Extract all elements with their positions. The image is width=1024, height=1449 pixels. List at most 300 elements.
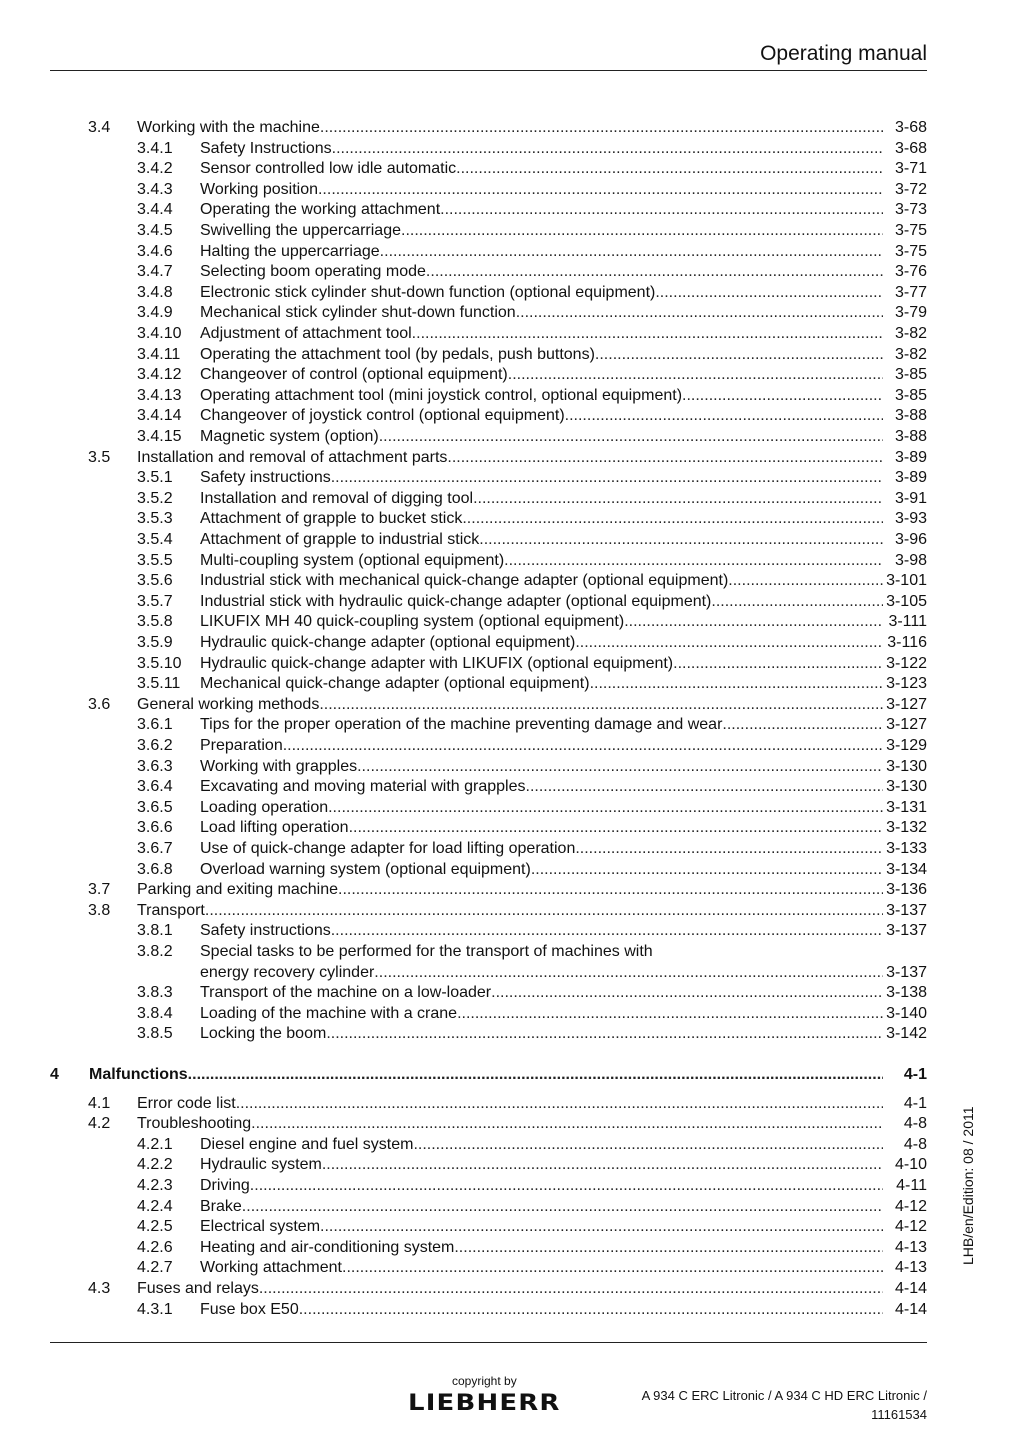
toc-entry-number: 3.5.11 bbox=[137, 675, 181, 693]
toc-entry[interactable] bbox=[0, 1135, 1024, 1155]
toc-entry-label: LIKUFIX MH 40 quick-coupling system (optional equipment) bbox=[200, 613, 625, 631]
toc-entry-title bbox=[200, 736, 883, 756]
toc-entry-title bbox=[200, 674, 883, 694]
toc-entry-page: 3-72 bbox=[894, 180, 927, 198]
toc-entry-label: Changeover of joystick control (optional equipment) bbox=[200, 407, 565, 425]
toc-entry-page: 4-8 bbox=[903, 1115, 927, 1133]
toc-entry-page: 3-133 bbox=[886, 840, 927, 857]
toc-entry[interactable] bbox=[0, 674, 1024, 694]
toc-entry-label: Installation and removal of digging tool bbox=[200, 489, 474, 507]
toc-entry[interactable] bbox=[0, 262, 1024, 282]
toc-leader-dots bbox=[531, 860, 883, 880]
toc-entry[interactable] bbox=[0, 757, 1024, 777]
toc-entry-page: 3-88 bbox=[894, 428, 927, 445]
document-number: 11161534 bbox=[871, 1407, 927, 1422]
toc-entry[interactable] bbox=[0, 880, 1024, 900]
toc-entry[interactable] bbox=[0, 736, 1024, 756]
toc-entry-label: Transport of the machine on a low-loader bbox=[200, 984, 492, 1002]
toc-entry-number: 3.4.15 bbox=[137, 428, 182, 445]
toc-entry-label: Mechanical stick cylinder shut-down function bbox=[200, 304, 516, 322]
toc-entry-page: 3-130 bbox=[886, 757, 927, 775]
toc-entry-number: 3.5.1 bbox=[137, 469, 173, 487]
toc-entry-number: 3.5.3 bbox=[137, 510, 173, 528]
toc-entry-page: 4-14 bbox=[894, 1280, 927, 1297]
toc-entry[interactable] bbox=[0, 1217, 1024, 1237]
toc-entry-number: 3.6.6 bbox=[137, 819, 173, 837]
toc-entry[interactable] bbox=[0, 386, 1024, 406]
toc-entry-label: Operating the working attachment bbox=[200, 201, 441, 219]
toc-entry-label: Tips for the proper operation of the machine preventing damage and wear bbox=[200, 716, 723, 734]
toc-entry-title bbox=[200, 1135, 883, 1155]
toc-entry[interactable] bbox=[0, 406, 1024, 426]
toc-entry[interactable] bbox=[0, 427, 1024, 447]
toc-entry-label: Excavating and moving material with grapples bbox=[200, 778, 526, 796]
toc-entry[interactable] bbox=[0, 777, 1024, 797]
toc-entry-label: Selecting boom operating mode bbox=[200, 263, 426, 281]
toc-entry[interactable] bbox=[0, 1114, 1024, 1134]
toc-leader-dots bbox=[401, 221, 883, 241]
toc-leader-dots bbox=[491, 983, 883, 1003]
toc-entry-number: 3.8.2 bbox=[137, 943, 173, 960]
toc-entry-title bbox=[200, 468, 883, 488]
toc-entry-page: 4-12 bbox=[894, 1197, 927, 1215]
toc-leader-dots bbox=[412, 324, 883, 344]
toc-entry-title bbox=[200, 715, 883, 735]
toc-entry-number: 3.6.1 bbox=[137, 716, 173, 734]
toc-entry-page: 3-127 bbox=[886, 695, 927, 713]
toc-leader-dots bbox=[251, 1114, 883, 1134]
toc-entry-title bbox=[200, 303, 883, 323]
toc-leader-dots bbox=[595, 345, 883, 365]
toc-entry-label: Parking and exiting machine bbox=[137, 881, 339, 899]
liebherr-logo: LIEBHERR bbox=[408, 1391, 561, 1416]
toc-entry[interactable] bbox=[0, 695, 1024, 715]
toc-entry-page: 4-8 bbox=[903, 1135, 927, 1153]
toc-entry-number: 3.4.6 bbox=[137, 242, 173, 260]
toc-leader-dots bbox=[299, 1300, 883, 1320]
toc-entry-page: 3-101 bbox=[886, 572, 927, 590]
toc-leader-dots bbox=[322, 1155, 883, 1175]
toc-entry-page: 3-79 bbox=[894, 304, 927, 322]
toc-entry-page: 3-98 bbox=[894, 551, 927, 569]
toc-entry[interactable] bbox=[0, 942, 1024, 962]
toc-entry-page: 3-68 bbox=[894, 139, 927, 157]
toc-entry[interactable] bbox=[0, 303, 1024, 323]
toc-entry-title bbox=[200, 1258, 883, 1278]
toc-entry-label: Halting the uppercarriage bbox=[200, 242, 380, 260]
toc-leader-dots bbox=[462, 509, 883, 529]
toc-entry-number: 3.4.12 bbox=[137, 366, 182, 384]
toc-entry-title bbox=[137, 1279, 883, 1299]
toc-entry[interactable] bbox=[0, 1065, 1024, 1085]
toc-entry-label: Attachment of grapple to industrial stick bbox=[200, 531, 480, 548]
toc-entry-title bbox=[89, 1065, 883, 1085]
toc-entry-label: Driving bbox=[200, 1177, 250, 1194]
toc-leader-dots bbox=[188, 1065, 883, 1085]
toc-entry-label: Multi-coupling system (optional equipment) bbox=[200, 551, 505, 569]
toc-entry[interactable] bbox=[0, 468, 1024, 488]
toc-entry-number: 3.6.5 bbox=[137, 798, 173, 816]
toc-entry-label: Sensor controlled low idle automatic bbox=[200, 160, 457, 178]
toc-entry-title bbox=[200, 592, 883, 612]
toc-entry-number: 4.3.1 bbox=[137, 1300, 173, 1318]
toc-entry[interactable] bbox=[0, 1024, 1024, 1044]
toc-entry-number: 4.2 bbox=[88, 1115, 111, 1133]
toc-entry-page: 3-75 bbox=[894, 242, 927, 260]
toc-entry[interactable] bbox=[0, 1155, 1024, 1175]
toc-entry-title bbox=[200, 1197, 883, 1217]
toc-leader-dots bbox=[565, 406, 883, 426]
toc-entry-label: Working position bbox=[200, 180, 318, 198]
toc-entry-page: 3-142 bbox=[886, 1025, 927, 1043]
toc-entry-page: 3-85 bbox=[894, 386, 927, 404]
toc-entry-title bbox=[200, 777, 883, 797]
toc-entry-label: Brake bbox=[200, 1197, 242, 1215]
toc-entry-number: 3.5.9 bbox=[137, 634, 173, 651]
toc-entry-label: Changeover of control (optional equipment) bbox=[200, 366, 508, 384]
toc-entry-number: 4.3 bbox=[88, 1280, 111, 1297]
toc-entry-page: 3-82 bbox=[894, 345, 927, 363]
toc-entry-page: 3-105 bbox=[886, 592, 927, 610]
toc-entry[interactable] bbox=[0, 921, 1024, 941]
toc-entry-label: Hydraulic quick-change adapter (optional equipment) bbox=[200, 634, 576, 651]
toc-entry-page: 3-96 bbox=[894, 531, 927, 548]
toc-entry-page: 4-13 bbox=[894, 1259, 927, 1277]
toc-entry-number: 3.8.1 bbox=[137, 922, 173, 940]
toc-leader-dots bbox=[447, 448, 883, 468]
toc-entry[interactable] bbox=[0, 1197, 1024, 1217]
toc-entry[interactable] bbox=[0, 963, 1024, 983]
toc-entry-label: Malfunctions bbox=[89, 1066, 188, 1083]
toc-entry-number: 3.5.8 bbox=[137, 613, 173, 631]
toc-entry-title bbox=[200, 983, 883, 1003]
toc-entry[interactable] bbox=[0, 818, 1024, 838]
toc-entry-title bbox=[200, 200, 883, 220]
toc-leader-dots bbox=[722, 715, 883, 735]
toc-entry-title bbox=[200, 818, 883, 838]
toc-entry-title bbox=[200, 324, 883, 344]
toc-entry-label: Fuses and relays bbox=[137, 1280, 259, 1297]
toc-leader-dots bbox=[711, 592, 883, 612]
toc-entry-number: 4.2.7 bbox=[137, 1259, 173, 1277]
toc-leader-dots bbox=[728, 571, 883, 591]
toc-leader-dots bbox=[454, 1238, 883, 1258]
toc-entry-title bbox=[200, 1024, 883, 1044]
toc-entry-page: 3-132 bbox=[886, 819, 927, 837]
toc-entry-title bbox=[200, 571, 883, 591]
toc-leader-dots bbox=[440, 200, 883, 220]
toc-entry[interactable] bbox=[0, 798, 1024, 818]
toc-entry-number: 4.1 bbox=[88, 1094, 111, 1112]
toc-leader-dots bbox=[655, 283, 883, 303]
toc-entry-title bbox=[200, 427, 883, 447]
toc-entry-label: Safety Instructions bbox=[200, 139, 332, 157]
toc-entry-label: Transport bbox=[137, 901, 205, 919]
toc-entry-title bbox=[200, 242, 883, 262]
toc-entry-label: Working with the machine bbox=[137, 119, 320, 136]
toc-entry-title bbox=[200, 860, 883, 880]
toc-entry-number: 3.8 bbox=[88, 901, 111, 919]
toc-entry-number: 3.4.13 bbox=[137, 386, 182, 404]
copyright-text: copyright by bbox=[452, 1374, 517, 1388]
toc-entry-number: 3.6 bbox=[88, 695, 111, 713]
toc-entry[interactable] bbox=[0, 159, 1024, 179]
toc-leader-dots bbox=[236, 1094, 883, 1114]
toc-leader-dots bbox=[413, 1135, 883, 1155]
toc-entry[interactable] bbox=[0, 1279, 1024, 1299]
toc-entry-number: 3.6.4 bbox=[137, 778, 173, 796]
toc-entry-title bbox=[137, 695, 883, 715]
toc-entry-title bbox=[200, 963, 883, 983]
toc-entry-number: 3.4.2 bbox=[137, 160, 173, 178]
toc-entry-number: 3.4.4 bbox=[137, 201, 173, 219]
toc-entry-page: 4-13 bbox=[894, 1238, 927, 1256]
toc-entry[interactable] bbox=[0, 1300, 1024, 1320]
toc-entry-number: 4.2.4 bbox=[137, 1197, 173, 1215]
toc-leader-dots bbox=[624, 612, 883, 632]
toc-entry-title bbox=[200, 921, 883, 941]
toc-entry-number: 3.8.5 bbox=[137, 1025, 173, 1043]
toc-entry-page: 4-1 bbox=[903, 1094, 927, 1112]
toc-entry-page: 3-137 bbox=[886, 922, 927, 940]
toc-entry-label: Mechanical quick-change adapter (optional equipment) bbox=[200, 675, 590, 693]
toc-entry-label: Loading operation bbox=[200, 798, 329, 816]
toc-entry-page: 3-131 bbox=[886, 798, 927, 816]
toc-entry-page: 4-14 bbox=[894, 1300, 927, 1318]
toc-entry-title bbox=[200, 1217, 883, 1237]
toc-entry-number: 3.6.8 bbox=[137, 860, 173, 878]
toc-entry-label: Hydraulic system bbox=[200, 1156, 322, 1174]
toc-entry-label: Special tasks to be performed for the transport of machines with bbox=[200, 943, 653, 960]
toc-entry-page: 3-75 bbox=[894, 222, 927, 239]
toc-entry-label: Use of quick-change adapter for load lifting operation bbox=[200, 840, 576, 857]
toc-entry-number: 4.2.6 bbox=[137, 1238, 173, 1256]
toc-entry-label: Working attachment bbox=[200, 1259, 342, 1277]
toc-entry-number: 3.4.11 bbox=[137, 345, 181, 363]
toc-entry-page: 3-116 bbox=[887, 634, 927, 651]
toc-entry-title bbox=[200, 406, 883, 426]
toc-leader-dots bbox=[283, 736, 883, 756]
toc-entry-title bbox=[137, 1094, 883, 1114]
toc-entry[interactable] bbox=[0, 983, 1024, 1003]
toc-entry[interactable] bbox=[0, 489, 1024, 509]
toc-entry-label: Attachment of grapple to bucket stick bbox=[200, 510, 463, 528]
toc-leader-dots bbox=[526, 777, 884, 797]
toc-leader-dots bbox=[259, 1279, 883, 1299]
toc-entry-title bbox=[200, 386, 883, 406]
toc-leader-dots bbox=[456, 159, 883, 179]
toc-entry-label: Safety instructions bbox=[200, 469, 331, 487]
toc-leader-dots bbox=[320, 1217, 883, 1237]
toc-entry-number: 4.2.2 bbox=[137, 1156, 173, 1174]
toc-entry-number: 3.4.14 bbox=[137, 407, 182, 425]
toc-entry-number: 4.2.3 bbox=[137, 1177, 173, 1194]
toc-entry-title bbox=[137, 448, 883, 468]
toc-entry-label: Locking the boom bbox=[200, 1025, 327, 1043]
toc-entry[interactable] bbox=[0, 1176, 1024, 1196]
toc-entry-label: Diesel engine and fuel system bbox=[200, 1135, 414, 1153]
toc-entry-number: 3.4.8 bbox=[137, 283, 173, 301]
toc-entry-label: Industrial stick with mechanical quick-change adapter (optional equipment) bbox=[200, 572, 729, 590]
toc-entry-label: Industrial stick with hydraulic quick-change adapter (optional equipment) bbox=[200, 592, 712, 610]
toc-entry-page: 4-11 bbox=[896, 1177, 927, 1194]
toc-entry-number: 3.4.10 bbox=[137, 325, 182, 342]
toc-leader-dots bbox=[426, 262, 883, 282]
toc-entry-page: 4-1 bbox=[903, 1066, 927, 1083]
toc-entry-number: 3.4.7 bbox=[137, 263, 173, 281]
toc-entry-title bbox=[200, 612, 883, 632]
toc-entry-number: 3.4.9 bbox=[137, 304, 173, 322]
toc-entry-number: 3.5.6 bbox=[137, 572, 173, 590]
toc-entry[interactable] bbox=[0, 200, 1024, 220]
toc-entry-number: 3.8.3 bbox=[137, 984, 173, 1002]
toc-entry-title bbox=[137, 880, 883, 900]
toc-entry-label: Error code list bbox=[137, 1094, 236, 1112]
toc-leader-dots bbox=[328, 798, 883, 818]
toc-entry[interactable] bbox=[0, 365, 1024, 385]
toc-entry-label: Electronic stick cylinder shut-down function (optional equipment) bbox=[200, 283, 656, 301]
toc-entry-page: 4-12 bbox=[894, 1218, 927, 1236]
toc-entry[interactable] bbox=[0, 715, 1024, 735]
toc-entry-page: 3-73 bbox=[894, 201, 927, 219]
toc-leader-dots bbox=[379, 427, 883, 447]
toc-entry-title bbox=[200, 1155, 883, 1175]
toc-entry-label: Swivelling the uppercarriage bbox=[200, 222, 401, 239]
toc-entry-number: 4.2.5 bbox=[137, 1218, 173, 1236]
toc-entry[interactable] bbox=[0, 1258, 1024, 1278]
toc-entry[interactable] bbox=[0, 551, 1024, 571]
toc-entry[interactable] bbox=[0, 901, 1024, 921]
toc-entry-page: 3-127 bbox=[886, 716, 927, 734]
toc-leader-dots bbox=[250, 1176, 883, 1196]
toc-entry-number: 3.4.1 bbox=[137, 139, 173, 157]
toc-leader-dots bbox=[682, 386, 883, 406]
toc-leader-dots bbox=[479, 530, 883, 550]
toc-entry-page: 3-93 bbox=[894, 510, 927, 528]
toc-entry-page: 3-137 bbox=[886, 963, 927, 981]
toc-entry-title bbox=[200, 1176, 883, 1196]
toc-entry-number: 3.7 bbox=[88, 881, 111, 899]
toc-leader-dots bbox=[320, 118, 883, 138]
toc-entry-number: 3.5 bbox=[88, 448, 111, 466]
footer-divider bbox=[50, 1342, 927, 1343]
toc-entry-title bbox=[200, 798, 883, 818]
toc-entry-title bbox=[200, 1238, 883, 1258]
toc-entry-label: General working methods bbox=[137, 695, 320, 713]
edition-label: LHB/en/Edition: 08 / 2011 bbox=[960, 1106, 976, 1265]
toc-entry-page: 3-89 bbox=[894, 469, 927, 487]
toc-entry-title bbox=[200, 530, 883, 550]
toc-entry-title bbox=[200, 345, 883, 365]
toc-entry-page: 3-82 bbox=[894, 325, 927, 342]
toc-entry[interactable] bbox=[0, 324, 1024, 344]
toc-entry[interactable] bbox=[0, 242, 1024, 262]
toc-entry-page: 3-68 bbox=[894, 119, 927, 136]
toc-entry-title bbox=[200, 180, 883, 200]
toc-leader-dots bbox=[342, 1258, 883, 1278]
toc-entry[interactable] bbox=[0, 530, 1024, 550]
toc-entry-page: 3-122 bbox=[886, 654, 927, 672]
toc-entry-title bbox=[200, 839, 883, 859]
toc-entry-label: Fuse box E50 bbox=[200, 1300, 299, 1318]
toc-entry[interactable] bbox=[0, 612, 1024, 632]
toc-entry-page: 3-136 bbox=[886, 881, 927, 899]
toc-entry-label: Hydraulic quick-change adapter with LIKUFIX (optional equipment) bbox=[200, 654, 674, 672]
toc-leader-dots bbox=[575, 839, 883, 859]
toc-entry[interactable] bbox=[0, 1238, 1024, 1258]
toc-leader-dots bbox=[508, 365, 883, 385]
toc-leader-dots bbox=[673, 654, 883, 674]
toc-entry-title bbox=[200, 489, 883, 509]
toc-entry[interactable] bbox=[0, 633, 1024, 653]
toc-entry-title bbox=[200, 365, 883, 385]
toc-entry-label: Adjustment of attachment tool bbox=[200, 325, 412, 342]
model-text: A 934 C ERC Litronic / A 934 C HD ERC Litronic / bbox=[641, 1388, 927, 1403]
toc-entry[interactable] bbox=[0, 860, 1024, 880]
toc-entry-title bbox=[200, 159, 883, 179]
toc-entry-number: 4.2.1 bbox=[137, 1135, 173, 1153]
toc-entry-label: Installation and removal of attachment parts bbox=[137, 448, 448, 466]
toc-entry[interactable] bbox=[0, 509, 1024, 529]
toc-entry[interactable] bbox=[0, 571, 1024, 591]
toc-entry[interactable] bbox=[0, 345, 1024, 365]
toc-entry[interactable] bbox=[0, 221, 1024, 241]
toc-entry[interactable] bbox=[0, 180, 1024, 200]
toc-entry[interactable] bbox=[0, 1094, 1024, 1114]
toc-entry-number: 3.6.7 bbox=[137, 840, 173, 857]
toc-entry-number: 3.4 bbox=[88, 119, 111, 136]
toc-leader-dots bbox=[516, 303, 883, 323]
toc-entry-label: Heating and air-conditioning system bbox=[200, 1238, 455, 1256]
toc-entry-page: 3-140 bbox=[886, 1004, 927, 1022]
toc-entry[interactable] bbox=[0, 118, 1024, 138]
toc-entry-label: Electrical system bbox=[200, 1218, 321, 1236]
toc-entry[interactable] bbox=[0, 139, 1024, 159]
page-title: Operating manual bbox=[760, 42, 927, 65]
toc-entry-number: 3.4.5 bbox=[137, 222, 173, 239]
toc-entry-label: Preparation bbox=[200, 737, 283, 754]
toc-entry-title bbox=[200, 654, 883, 674]
toc-entry-label: Operating the attachment tool (by pedals, push buttons) bbox=[200, 345, 595, 363]
toc-leader-dots bbox=[473, 489, 883, 509]
toc-entry[interactable] bbox=[0, 283, 1024, 303]
toc-entry[interactable] bbox=[0, 654, 1024, 674]
toc-entry-title bbox=[200, 262, 883, 282]
toc-entry[interactable] bbox=[0, 592, 1024, 612]
toc-entry-number: 3.5.7 bbox=[137, 592, 173, 610]
toc-entry-page: 3-130 bbox=[886, 778, 927, 796]
toc-entry[interactable] bbox=[0, 839, 1024, 859]
toc-entry-title bbox=[200, 757, 883, 777]
toc-entry-label: Operating attachment tool (mini joystick control, optional equipment) bbox=[200, 386, 683, 404]
toc-leader-dots bbox=[242, 1197, 883, 1217]
toc-entry[interactable] bbox=[0, 1004, 1024, 1024]
toc-leader-dots bbox=[205, 901, 883, 921]
toc-entry-page: 3-123 bbox=[886, 675, 927, 693]
toc-entry-number: 3.5.4 bbox=[137, 531, 173, 548]
toc-entry-title bbox=[200, 283, 883, 303]
toc-entry-title bbox=[200, 1300, 883, 1320]
toc-entry-page: 3-71 bbox=[894, 160, 927, 178]
toc-entry-number: 3.6.2 bbox=[137, 737, 173, 754]
toc-entry[interactable] bbox=[0, 448, 1024, 468]
toc-entry-page: 3-89 bbox=[894, 448, 927, 466]
toc-leader-dots bbox=[326, 1024, 883, 1044]
toc-entry-label: Overload warning system (optional equipment) bbox=[200, 860, 531, 878]
toc-entry-page: 4-10 bbox=[894, 1156, 927, 1174]
toc-leader-dots bbox=[374, 963, 883, 983]
toc-leader-dots bbox=[319, 695, 883, 715]
